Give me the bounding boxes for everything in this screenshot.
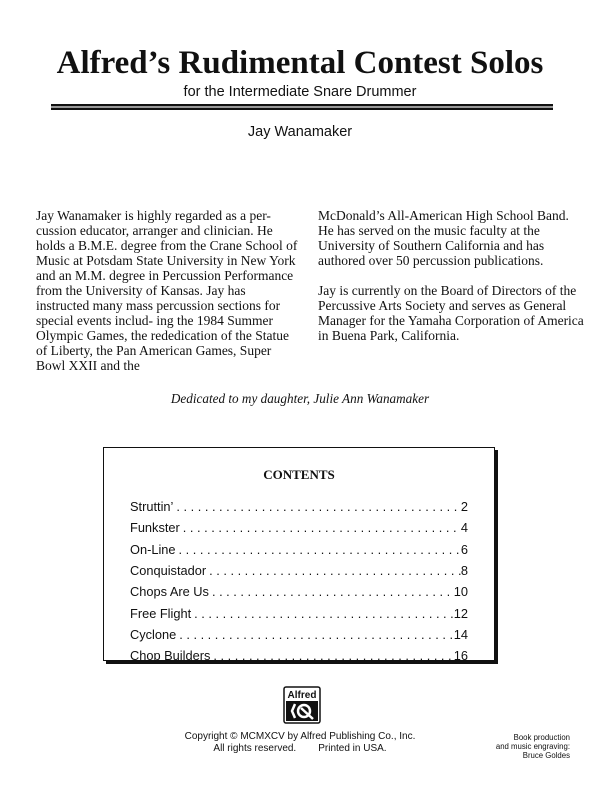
- toc-entry: [130, 627, 468, 643]
- toc-title: Cyclone: [130, 626, 177, 642]
- alfred-logo: [283, 686, 321, 724]
- toc-title: Chop Builders: [130, 648, 211, 664]
- bio-left-column: [36, 208, 302, 373]
- toc-page: 14: [453, 626, 468, 642]
- toc-page: 2: [460, 499, 468, 514]
- toc-title: Conquistador: [130, 562, 207, 578]
- toc-title: On-Line: [130, 541, 176, 557]
- rights-text: All rights reserved.: [213, 743, 297, 754]
- toc-page: 8: [460, 562, 468, 578]
- toc-title: Chops Are Us: [130, 584, 209, 600]
- main-content: [0, 208, 600, 664]
- toc-entry: [130, 499, 468, 515]
- toc-leader-dots: [173, 499, 460, 515]
- bio-paragraph: McDonald’s All-American High School Band. He has served on the music faculty at the University of Southern California and has authored over 50 percussion publications.: [318, 208, 569, 268]
- book-subtitle: for the Intermediate Snare Drummer: [183, 84, 417, 100]
- bio-columns: [0, 208, 600, 373]
- toc-entry: [130, 606, 468, 622]
- toc-title: Funkster: [130, 520, 180, 536]
- toc-page: 12: [453, 605, 468, 621]
- svg-text:Alfred: Alfred: [287, 690, 317, 701]
- toc-title: Struttin’: [130, 499, 174, 514]
- dedication: Dedicated to my daughter, Julie Ann Wanamaker: [170, 391, 430, 406]
- production-credits: [460, 733, 570, 760]
- author-name: Jay Wanamaker: [247, 124, 353, 140]
- toc-title: Free Flight: [130, 605, 192, 621]
- toc-page: 16: [453, 648, 468, 664]
- credit-line: Book production: [513, 733, 570, 742]
- toc-entry: [130, 648, 468, 664]
- toc-entry: [130, 542, 468, 558]
- printed-text: Printed in USA.: [318, 743, 387, 754]
- bio-paragraph: Jay Wanamaker is highly regarded as a per- cussion educator, arranger and clinician. He holds a B.M.E. degree from the Crane School of Music at Potsdam State University in New York and an M.M. degree in Percussion Performance from the University of Kansas. Jay has instructed many mass percussion sections for special events includ- ing the 1984 Summer Olympic Games, the rededication of the Statue of Liberty, the Pan American Games, Super Bowl XXII and the: [36, 208, 298, 373]
- book-title: Alfred’s Rudimental Contest Solos: [56, 45, 544, 81]
- credit-line: Bruce Goldes: [522, 751, 570, 760]
- bio-right-column: [318, 208, 584, 373]
- toc-page: 10: [453, 584, 468, 600]
- toc-leader-dots: [206, 563, 461, 579]
- toc-leader-dots: [210, 648, 453, 664]
- toc-leader-dots: [209, 584, 454, 600]
- toc-leader-dots: [176, 542, 461, 558]
- bio-paragraph: Jay is currently on the Board of Directors of the Percussive Arts Society and serves as General Manager for the Yamaha Corporation of America in Buena Park, California.: [318, 283, 584, 343]
- title-rule: [51, 104, 553, 110]
- toc-leader-dots: [191, 606, 454, 622]
- credit-line: and music engraving:: [495, 742, 570, 751]
- toc-page: 4: [460, 520, 468, 536]
- toc-leader-dots: [180, 520, 461, 536]
- contents-box: [103, 447, 495, 664]
- toc-leader-dots: [176, 627, 454, 643]
- copyright-line: Copyright © MCMXCV by Alfred Publishing Co., Inc.: [184, 731, 416, 742]
- toc-page: 6: [460, 541, 468, 557]
- copyright-notice: [160, 731, 440, 755]
- toc-entry: [130, 520, 468, 536]
- toc-entry: [130, 584, 468, 600]
- toc-entry: [130, 563, 468, 579]
- contents-heading: CONTENTS: [263, 467, 335, 482]
